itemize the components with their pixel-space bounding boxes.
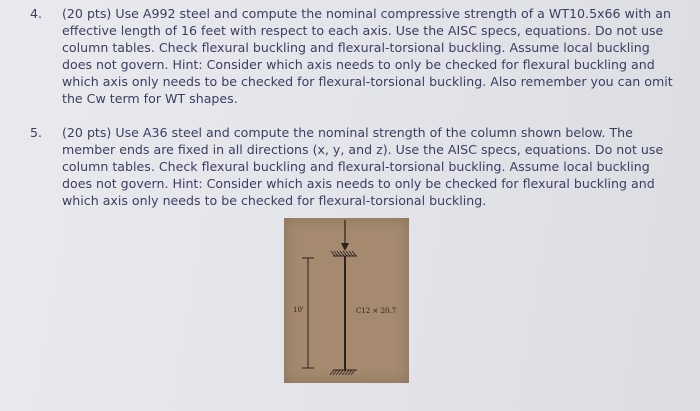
problem-line: does not govern. Hint: Consider which axis needs to only be checked for flexural buckling and — [62, 57, 655, 72]
problem-5 — [30, 124, 685, 209]
problem-line: which axis only needs to be checked for flexural-torsional buckling. Also remember you can omit — [62, 74, 673, 89]
load-arrow-head — [341, 243, 349, 251]
problem-text — [62, 124, 685, 209]
problem-line: does not govern. Hint: Consider which axis needs to only be checked for flexural buckling and — [62, 176, 655, 191]
column-diagram — [284, 218, 409, 383]
member-section-label: C12 × 20.7 — [356, 307, 397, 315]
problem-line: the Cw term for WT shapes. — [62, 91, 238, 106]
problem-line: (20 pts) Use A992 steel and compute the nominal compressive strength of a WT10.5x66 with an — [62, 6, 671, 21]
column-length-label: 10' — [293, 306, 304, 314]
problem-line: column tables. Check flexural buckling and flexural-torsional buckling. Assume local buckling — [62, 40, 650, 55]
column-figure — [284, 218, 409, 383]
problem-number: 5. — [30, 125, 43, 140]
problem-line: (20 pts) Use A36 steel and compute the nominal strength of the column shown below. The — [62, 125, 633, 140]
problem-line: which axis only needs to be checked for flexural-torsional buckling. — [62, 193, 487, 208]
problem-text — [62, 5, 685, 107]
problem-number: 4. — [30, 6, 43, 21]
problem-4 — [30, 5, 685, 107]
problem-line: member ends are fixed in all directions (x, y, and z). Use the AISC specs, equations. Do not use — [62, 142, 664, 157]
bottom-support-hatch — [330, 370, 355, 375]
problem-line: column tables. Check flexural buckling and flexural-torsional buckling. Assume local buckling — [62, 159, 650, 174]
top-support-hatch — [331, 251, 356, 256]
problem-line: effective length of 16 feet with respect to each axis. Use the AISC specs, equations. Do not use — [62, 23, 664, 38]
